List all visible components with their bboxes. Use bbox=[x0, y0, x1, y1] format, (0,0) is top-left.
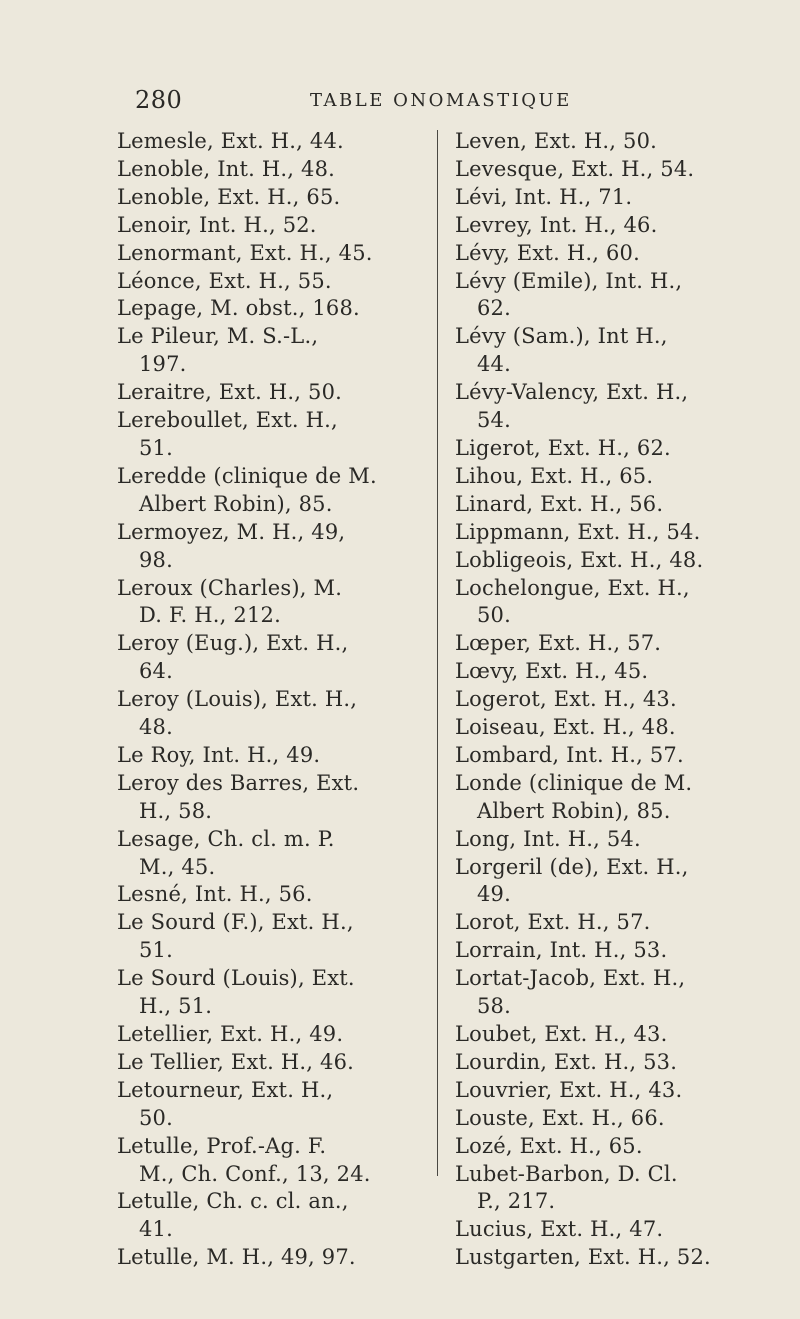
entry-line: Le Tellier, Ext. H., 46. bbox=[117, 1049, 355, 1074]
index-entry bbox=[455, 547, 785, 575]
entry-line: Lévy, Ext. H., 60. bbox=[455, 240, 640, 265]
index-entry bbox=[117, 770, 447, 826]
entry-line: Lenoir, Int. H., 52. bbox=[117, 212, 317, 237]
index-entry bbox=[117, 128, 447, 156]
index-entry bbox=[117, 1077, 447, 1133]
index-entry bbox=[455, 184, 785, 212]
entry-continuation: H., 51. bbox=[139, 994, 213, 1019]
entry-continuation: 44. bbox=[477, 352, 511, 377]
index-entry bbox=[455, 630, 785, 658]
index-entry bbox=[117, 295, 447, 323]
index-entry bbox=[455, 1021, 785, 1049]
index-entry bbox=[455, 268, 785, 324]
index-entry bbox=[455, 1216, 785, 1244]
index-entry bbox=[117, 630, 447, 686]
entry-continuation: 64. bbox=[139, 659, 173, 684]
entry-line: Lœvy, Ext. H., 45. bbox=[455, 659, 649, 684]
index-entry bbox=[117, 1244, 447, 1272]
entry-continuation: 51. bbox=[139, 938, 173, 963]
index-entry bbox=[455, 1133, 785, 1161]
index-entry bbox=[117, 575, 447, 631]
entry-line: Lustgarten, Ext. H., 52. bbox=[455, 1245, 711, 1270]
index-entry bbox=[455, 686, 785, 714]
entry-line: Leroy (Louis), Ext. H., bbox=[117, 687, 358, 712]
index-entry bbox=[455, 156, 785, 184]
entry-line: Lorot, Ext. H., 57. bbox=[455, 910, 651, 935]
index-entry bbox=[117, 742, 447, 770]
entry-line: Lemesle, Ext. H., 44. bbox=[117, 129, 344, 153]
entry-line: Le Pileur, M. S.-L., bbox=[117, 324, 319, 349]
index-entry bbox=[117, 463, 447, 519]
entry-line: Lévi, Int. H., 71. bbox=[455, 184, 633, 209]
entry-line: Lenoble, Int. H., 48. bbox=[117, 156, 336, 181]
entry-line: Lippmann, Ext. H., 54. bbox=[455, 519, 701, 544]
entry-continuation: P., 217. bbox=[477, 1189, 556, 1214]
index-entry bbox=[117, 1021, 447, 1049]
entry-line: Lévy (Emile), Int. H., bbox=[455, 268, 683, 293]
entry-continuation: D. F. H., 212. bbox=[139, 603, 281, 628]
entry-continuation: 50. bbox=[477, 603, 511, 628]
entry-line: Le Sourd (Louis), Ext. bbox=[117, 966, 355, 991]
entry-line: Letulle, Prof.-Ag. F. bbox=[117, 1133, 327, 1158]
index-entry bbox=[117, 965, 447, 1021]
page-header bbox=[120, 86, 680, 116]
index-entry bbox=[117, 323, 447, 379]
entry-line: Lourdin, Ext. H., 53. bbox=[455, 1049, 678, 1074]
entry-line: Lesage, Ch. cl. m. P. bbox=[117, 826, 335, 851]
entry-continuation: M., Ch. Conf., 13, 24. bbox=[139, 1161, 371, 1186]
index-entry bbox=[117, 881, 447, 909]
entry-line: Leroy des Barres, Ext. bbox=[117, 770, 360, 795]
entry-continuation: H., 58. bbox=[139, 798, 213, 823]
entry-continuation: 62. bbox=[477, 296, 511, 321]
index-entry bbox=[455, 937, 785, 965]
index-entry bbox=[455, 519, 785, 547]
entry-line: Lévy-Valency, Ext. H., bbox=[455, 380, 689, 405]
entry-line: Letourneur, Ext. H., bbox=[117, 1077, 334, 1102]
entry-continuation: 41. bbox=[139, 1217, 173, 1242]
entry-line: Lorgeril (de), Ext. H., bbox=[455, 854, 689, 879]
index-entry bbox=[117, 184, 447, 212]
running-title: TABLE ONOMASTIQUE bbox=[310, 90, 572, 111]
entry-line: Leraitre, Ext. H., 50. bbox=[117, 380, 343, 405]
index-entry bbox=[455, 323, 785, 379]
entry-line: Levesque, Ext. H., 54. bbox=[455, 156, 695, 181]
index-entry bbox=[117, 1049, 447, 1077]
entry-line: Lozé, Ext. H., 65. bbox=[455, 1133, 643, 1158]
entry-line: Letulle, Ch. c. cl. an., bbox=[117, 1189, 349, 1214]
index-entry bbox=[455, 1244, 785, 1272]
entry-line: Long, Int. H., 54. bbox=[455, 826, 641, 851]
entry-line: Lombard, Int. H., 57. bbox=[455, 742, 684, 767]
entry-line: Lepage, M. obst., 168. bbox=[117, 296, 360, 321]
entry-line: Lévy (Sam.), Int H., bbox=[455, 324, 668, 349]
entry-line: Londe (clinique de M. bbox=[455, 770, 693, 795]
entry-line: Lesné, Int. H., 56. bbox=[117, 882, 313, 907]
entry-line: Lenormant, Ext. H., 45. bbox=[117, 240, 373, 265]
entry-line: Leredde (clinique de M. bbox=[117, 463, 377, 488]
entry-line: Loiseau, Ext. H., 48. bbox=[455, 715, 676, 740]
index-entry bbox=[455, 826, 785, 854]
entry-line: Lubet-Barbon, D. Cl. bbox=[455, 1161, 678, 1186]
entry-line: Lenoble, Ext. H., 65. bbox=[117, 184, 341, 209]
index-entry bbox=[117, 379, 447, 407]
entry-line: Lœper, Ext. H., 57. bbox=[455, 631, 662, 656]
entry-line: Linard, Ext. H., 56. bbox=[455, 491, 664, 516]
index-entry bbox=[455, 658, 785, 686]
entry-line: Louste, Ext. H., 66. bbox=[455, 1105, 665, 1130]
column-divider bbox=[437, 130, 438, 1176]
index-entry bbox=[455, 463, 785, 491]
entry-continuation: 197. bbox=[139, 352, 187, 377]
entry-line: Lortat-Jacob, Ext. H., bbox=[455, 966, 686, 991]
entry-line: Lorrain, Int. H., 53. bbox=[455, 938, 668, 963]
page-number: 280 bbox=[135, 86, 183, 114]
index-entry bbox=[455, 435, 785, 463]
entry-continuation: M., 45. bbox=[139, 854, 216, 879]
index-entry bbox=[455, 212, 785, 240]
entry-continuation: 98. bbox=[139, 547, 173, 572]
entry-line: Léonce, Ext. H., 55. bbox=[117, 268, 332, 293]
left-index-column bbox=[117, 128, 447, 1272]
index-entry bbox=[455, 854, 785, 910]
entry-line: Lereboullet, Ext. H., bbox=[117, 408, 338, 433]
index-entry bbox=[455, 770, 785, 826]
entry-continuation: 54. bbox=[477, 408, 511, 433]
index-entry bbox=[117, 407, 447, 463]
entry-line: Lucius, Ext. H., 47. bbox=[455, 1217, 664, 1242]
entry-line: Ligerot, Ext. H., 62. bbox=[455, 435, 671, 460]
entry-continuation: 48. bbox=[139, 715, 173, 740]
entry-line: Lobligeois, Ext. H., 48. bbox=[455, 547, 704, 572]
index-entry bbox=[117, 1188, 447, 1244]
entry-continuation: 50. bbox=[139, 1105, 173, 1130]
entry-continuation: 51. bbox=[139, 435, 173, 460]
index-entry bbox=[455, 742, 785, 770]
entry-line: Lochelongue, Ext. H., bbox=[455, 575, 690, 600]
index-entry bbox=[455, 240, 785, 268]
index-entry bbox=[117, 519, 447, 575]
entry-continuation: Albert Robin), 85. bbox=[477, 798, 671, 823]
index-entry bbox=[117, 1133, 447, 1189]
entry-continuation: 58. bbox=[477, 994, 511, 1019]
index-entry bbox=[117, 212, 447, 240]
index-entry bbox=[117, 156, 447, 184]
entry-line: Letulle, M. H., 49, 97. bbox=[117, 1245, 356, 1270]
entry-line: Loubet, Ext. H., 43. bbox=[455, 1022, 668, 1046]
index-entry bbox=[455, 909, 785, 937]
index-entry bbox=[117, 686, 447, 742]
entry-line: Letellier, Ext. H., 49. bbox=[117, 1022, 344, 1046]
index-entry bbox=[455, 379, 785, 435]
right-index-column bbox=[455, 128, 785, 1272]
index-entry bbox=[455, 1049, 785, 1077]
entry-line: Le Sourd (F.), Ext. H., bbox=[117, 910, 354, 935]
entry-line: Leroux (Charles), M. bbox=[117, 575, 343, 600]
entry-line: Leven, Ext. H., 50. bbox=[455, 129, 658, 153]
entry-line: Louvrier, Ext. H., 43. bbox=[455, 1077, 683, 1102]
entry-line: Lihou, Ext. H., 65. bbox=[455, 463, 654, 488]
index-entry bbox=[117, 909, 447, 965]
index-entry bbox=[455, 1105, 785, 1133]
entry-line: Lermoyez, M. H., 49, bbox=[117, 519, 346, 544]
entry-continuation: 49. bbox=[477, 882, 511, 907]
entry-line: Le Roy, Int. H., 49. bbox=[117, 742, 321, 767]
index-entry bbox=[455, 965, 785, 1021]
entry-continuation: Albert Robin), 85. bbox=[139, 491, 333, 516]
index-entry bbox=[455, 1161, 785, 1217]
index-entry bbox=[455, 491, 785, 519]
index-entry bbox=[455, 128, 785, 156]
entry-line: Levrey, Int. H., 46. bbox=[455, 212, 658, 237]
index-entry bbox=[455, 575, 785, 631]
index-entry bbox=[455, 714, 785, 742]
index-entry bbox=[117, 240, 447, 268]
index-entry bbox=[117, 268, 447, 296]
entry-line: Leroy (Eug.), Ext. H., bbox=[117, 631, 349, 656]
index-entry bbox=[117, 826, 447, 882]
index-entry bbox=[455, 1077, 785, 1105]
entry-line: Logerot, Ext. H., 43. bbox=[455, 687, 677, 712]
